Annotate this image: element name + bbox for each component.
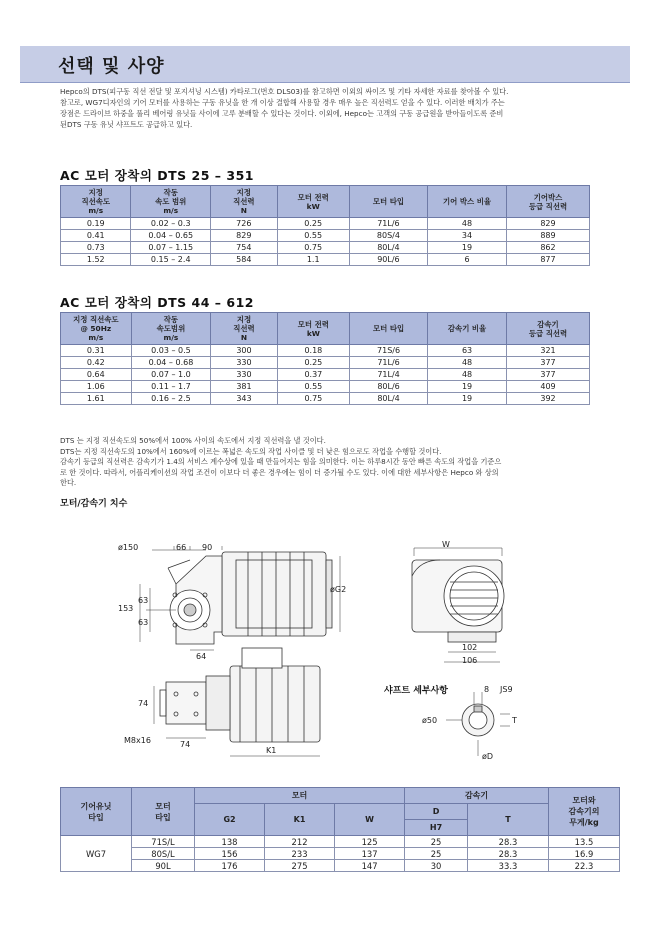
dims-title: 모터/감속기 치수 — [60, 499, 128, 509]
table-cell: 0.75 — [277, 393, 349, 405]
header-line: 모터 타입 — [372, 197, 404, 206]
header-line: m/s — [88, 333, 104, 342]
intro-line: 참고로, WG7디자인의 기어 모터를 사용하는 구동 유닛을 한 개 이상 결합해 사용할 경우 매우 높은 직선력도 얻을 수 있다. 이러한 배치가 주는 — [60, 98, 505, 107]
table-cell: 71S/6 — [349, 345, 427, 357]
table-cell: 125 — [335, 836, 405, 848]
table-cell: 212 — [265, 836, 335, 848]
table-cell: 381 — [211, 381, 278, 393]
dim-8: 8 — [484, 685, 490, 694]
page-title: 선택 및 사양 — [58, 56, 165, 77]
dim-153: 153 — [118, 604, 134, 613]
table-cell: 1.52 — [61, 254, 131, 266]
dim-66: 66 — [176, 543, 187, 552]
table-cell: 63 — [428, 345, 507, 357]
header-line: N — [240, 206, 247, 215]
header-line: 기어 박스 비율 — [442, 197, 491, 206]
header-line: 지정 — [236, 188, 251, 197]
header-motor-group: 모터 — [195, 788, 405, 804]
table-cell: 0.19 — [61, 218, 131, 230]
table-cell: 80L/6 — [349, 381, 427, 393]
table-cell: 90L/6 — [349, 254, 427, 266]
table-cell: 275 — [265, 860, 335, 872]
note-line: DTS는 지정 직선속도의 10%에서 160%에 이르는 폭넓은 속도의 작업 사이클 및 더 낮은 힘으로도 작업을 수행할 것이다. — [60, 446, 442, 456]
header-h7: H7 — [405, 820, 468, 836]
table-cell: 0.04 – 0.65 — [131, 230, 211, 242]
table-cell: 138 — [195, 836, 265, 848]
dim-74h: 74 — [180, 740, 191, 749]
table-cell: 0.42 — [61, 357, 132, 369]
table-cell: 0.11 – 1.7 — [131, 381, 211, 393]
header-line: 모터 전력 — [297, 192, 329, 202]
dim-m8: M8x16 — [124, 736, 151, 745]
table-cell: 80S/4 — [349, 230, 427, 242]
table-cell: 147 — [335, 860, 405, 872]
table-cell: 0.25 — [277, 357, 349, 369]
dim-k1: K1 — [266, 746, 277, 755]
header-line: kW — [306, 328, 320, 338]
header-g2: G2 — [195, 804, 265, 836]
table-cell: 25 — [405, 848, 468, 860]
table-cell: 0.18 — [277, 345, 349, 357]
dim-t: T — [512, 716, 517, 725]
table-cell: 0.16 – 2.5 — [131, 393, 211, 405]
header-line: 등급 직선력 — [528, 201, 568, 211]
table-cell: 28.3 — [467, 848, 548, 860]
header-line: m/s — [163, 333, 179, 342]
table-cell: 1.1 — [277, 254, 349, 266]
table-cell: 330 — [211, 369, 278, 381]
header-t: T — [467, 804, 548, 836]
header-reducer-group: 감속기 — [405, 788, 549, 804]
front-view — [140, 546, 340, 650]
header-line: 작동 — [163, 188, 178, 197]
header-w: W — [335, 804, 405, 836]
table-cell: 19 — [428, 242, 507, 254]
dim-64: 64 — [196, 652, 207, 661]
table-cell: 0.15 – 2.4 — [131, 254, 211, 266]
dim-63b: 63 — [138, 618, 149, 627]
header-line: 감속기 — [537, 319, 559, 329]
table-cell: 1.06 — [61, 381, 132, 393]
note-line: DTS 는 지정 직선속도의 50%에서 100% 사이의 속도에서 지정 직선력을 낼 것이다. — [60, 436, 326, 445]
header-line: 속도 범위 — [155, 197, 187, 206]
shaft-detail-title: 샤프트 세부사항 — [384, 686, 448, 696]
shaft-detail — [446, 692, 510, 756]
header-line: m/s — [163, 206, 179, 215]
header-line: m/s — [88, 206, 104, 215]
table-cell: 28.3 — [467, 836, 548, 848]
table2-title: AC 모터 장착의 DTS 44 – 612 — [60, 295, 254, 310]
table-cell: 829 — [211, 230, 278, 242]
table-cell: 0.04 – 0.68 — [131, 357, 211, 369]
table-cell: 0.73 — [61, 242, 131, 254]
table-cell: 300 — [211, 345, 278, 357]
table-cell: 0.07 – 1.15 — [131, 242, 211, 254]
header-line: 속도범위 — [156, 324, 186, 333]
dim-d150: ø150 — [118, 543, 139, 552]
table-cell: 1.61 — [61, 393, 132, 405]
note-line: 로 한 것이다. 따라서, 어플리케이션의 작업 조건이 이보다 더 좋은 경우에는 힘이 더 증가될 수도 있다. 이에 대한 세부사항은 Hepco 와 상의 — [60, 467, 499, 477]
table-cell: 377 — [507, 369, 590, 381]
table-cell: 176 — [195, 860, 265, 872]
intro-line: 된DTS 구동 유닛 샤프트도 공급하고 있다. — [60, 120, 193, 129]
dim-90: 90 — [202, 543, 213, 552]
dim-d: øD — [482, 752, 494, 761]
dim-w: W — [442, 540, 450, 549]
table-cell: 13.5 — [549, 836, 620, 848]
intro-line: 장점은 드라이브 하중을 풀리 베어링 유닛들 사이에 고루 분배할 수 있다는 것이다. 이외에, Hepco는 고객의 구동 공급원을 받아들이도록 준비 — [60, 109, 504, 118]
table-cell: 19 — [428, 381, 507, 393]
header-line: 모터 전력 — [297, 319, 329, 329]
table-cell: 156 — [195, 848, 265, 860]
dim-74v: 74 — [138, 699, 149, 708]
dim-102: 102 — [462, 643, 478, 652]
table-cell: 409 — [507, 381, 590, 393]
dim-js9: JS9 — [500, 685, 513, 694]
gear-unit-cell: WG7 — [61, 836, 132, 872]
table-cell: 0.55 — [277, 381, 349, 393]
table-cell: 233 — [265, 848, 335, 860]
table-cell: 889 — [506, 230, 589, 242]
table-cell: 16.9 — [549, 848, 620, 860]
table-cell: 48 — [428, 369, 507, 381]
table-cell: 0.37 — [277, 369, 349, 381]
table-cell: 80L/4 — [349, 242, 427, 254]
table-cell: 0.25 — [277, 218, 349, 230]
table-cell: 0.75 — [277, 242, 349, 254]
header-line: 직선력 — [233, 197, 255, 206]
table-cell: 30 — [405, 860, 468, 872]
table-cell: 392 — [507, 393, 590, 405]
table-row — [61, 848, 620, 860]
table-cell: 80S/L — [132, 848, 195, 860]
table-cell: 862 — [506, 242, 589, 254]
intro-line: Hepco의 DTS(피구동 직선 전달 및 포지셔닝 시스템) 카타로그(번호 DLS03)를 참고하면 이외의 싸이즈 및 기타 자세한 자료를 찾아볼 수 있다. — [60, 87, 509, 96]
header-line: 등급 직선력 — [528, 328, 568, 338]
top-view — [154, 648, 320, 756]
header-motor-type: 모터 타입 — [132, 788, 195, 836]
header-line: kW — [306, 201, 320, 211]
table-cell: 25 — [405, 836, 468, 848]
dim-d50: ø50 — [422, 716, 438, 725]
table-cell: 0.07 – 1.0 — [131, 369, 211, 381]
table-cell: 71L/6 — [349, 357, 427, 369]
table-cell: 71L/6 — [349, 218, 427, 230]
table-cell: 0.55 — [277, 230, 349, 242]
header-gear-unit: 기어유닛 타입 — [61, 788, 132, 836]
table-cell: 90L — [132, 860, 195, 872]
table-cell: 726 — [211, 218, 278, 230]
table-cell: 0.64 — [61, 369, 132, 381]
dim-63a: 63 — [138, 596, 149, 605]
table-cell: 321 — [507, 345, 590, 357]
dim-g2: øG2 — [330, 585, 347, 594]
table-row — [61, 860, 620, 872]
dimension-table — [60, 787, 620, 872]
note-line: 한다. — [60, 478, 77, 487]
header-line: 지정 — [236, 315, 252, 324]
table-cell: 377 — [507, 357, 590, 369]
table-cell: 22.3 — [549, 860, 620, 872]
table-cell: 0.03 – 0.5 — [131, 345, 211, 357]
table-cell: 6 — [428, 254, 507, 266]
table-cell: 137 — [335, 848, 405, 860]
table-cell: 584 — [211, 254, 278, 266]
table-cell: 0.31 — [61, 345, 132, 357]
table-cell: 829 — [506, 218, 589, 230]
table-cell: 0.41 — [61, 230, 131, 242]
note-line: 감속기 등급의 직선력은 감속기가 1.4의 서비스 계수상에 있을 때 만들어지는 힘을 의미한다. 이는 하루8시간 동안 빠른 속도의 작업을 기준으 — [60, 457, 502, 466]
table1-title: AC 모터 장착의 DTS 25 – 351 — [60, 168, 254, 183]
header-line: 모터 타입 — [372, 324, 405, 333]
table-cell: 330 — [211, 357, 278, 369]
table-cell: 754 — [211, 242, 278, 254]
table-cell: 33.3 — [467, 860, 548, 872]
table-cell: 71L/4 — [349, 369, 427, 381]
header-line: N — [240, 333, 248, 342]
header-weight: 모터와 감속기의 무게/kg — [549, 788, 620, 836]
header-d: D — [405, 804, 468, 820]
table-cell: 343 — [211, 393, 278, 405]
header-line: 지정 직선속도 — [73, 315, 119, 324]
header-line: 기어박스 — [533, 192, 563, 202]
table-cell: 877 — [506, 254, 589, 266]
header-line: 지정 — [88, 188, 103, 197]
header-line: 작동 — [163, 315, 179, 324]
table-cell: 0.02 – 0.3 — [131, 218, 211, 230]
table-cell: 80L/4 — [349, 393, 427, 405]
table-cell: 34 — [428, 230, 507, 242]
table-cell: 19 — [428, 393, 507, 405]
header-line: @ 50Hz — [80, 324, 112, 333]
header-line: 직선력 — [233, 324, 255, 333]
table-cell: 48 — [428, 218, 507, 230]
header-k1: K1 — [265, 804, 335, 836]
header-line: 직선속도 — [81, 197, 110, 206]
dim-106: 106 — [462, 656, 478, 665]
table-cell: 48 — [428, 357, 507, 369]
table-cell: 71S/L — [132, 836, 195, 848]
table-row — [61, 836, 620, 848]
header-line: 감속기 비율 — [447, 324, 487, 333]
side-view — [412, 548, 504, 662]
